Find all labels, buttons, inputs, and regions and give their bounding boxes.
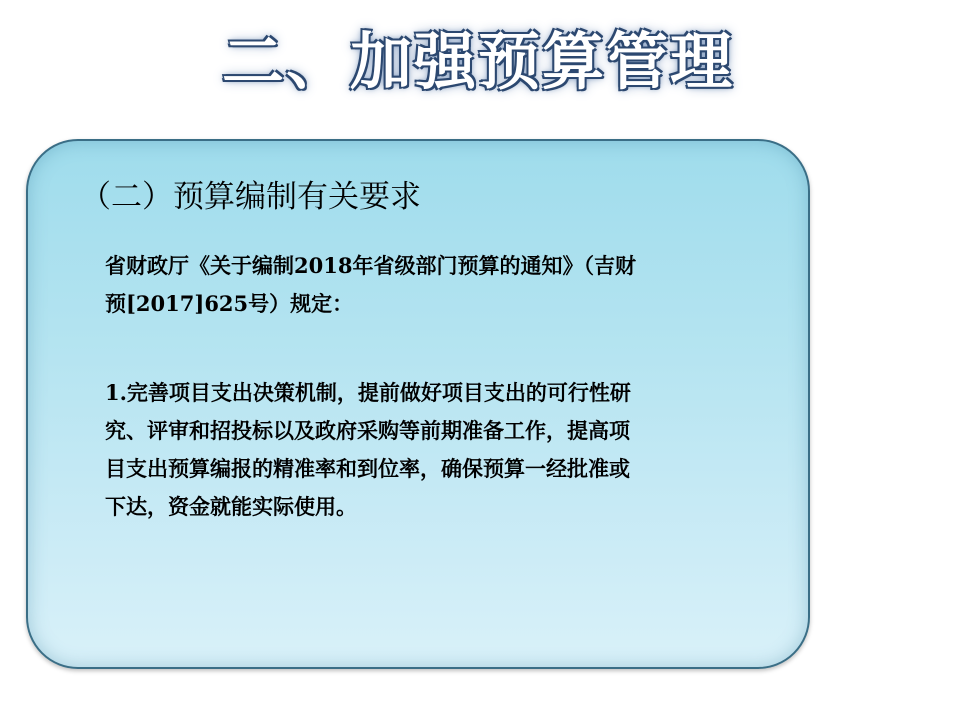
slide-title: 二、加强预算管理 [222,25,735,98]
requirement-item-1 [105,374,745,526]
item-line: 1.完善项目支出决策机制，提前做好项目支出的可行性研 [105,380,631,405]
intro-line: 预[2017]625号）规定： [105,291,354,316]
item-line: 究、评审和招投标以及政府采购等前期准备工作，提高项 [105,418,630,443]
content-box [26,139,810,669]
intro-line: 省财政厅《关于编制2018年省级部门预算的通知》（吉财 [105,253,636,278]
section-heading: （二）预算编制有关要求 [80,179,421,215]
item-line: 目支出预算编报的精准率和到位率，确保预算一经批准或 [105,456,630,481]
intro-paragraph [105,247,745,323]
item-line: 下达，资金就能实际使用。 [105,494,357,519]
